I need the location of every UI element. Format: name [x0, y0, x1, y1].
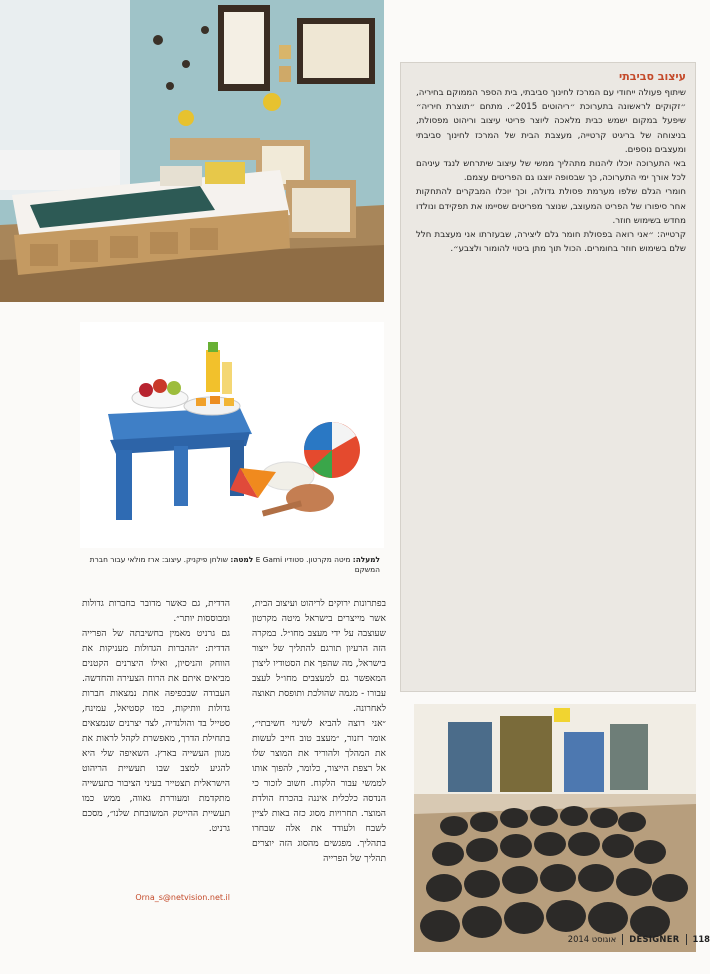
footer-divider: [686, 934, 687, 945]
photo-caption: [80, 555, 380, 575]
page-number: 118: [692, 934, 710, 944]
caption-label-top: למעלה:: [352, 555, 380, 564]
magazine-name: DESIGNER: [629, 934, 680, 944]
issue-date: אוגוסט 2014: [567, 934, 617, 944]
article-paragraph: גם גרניט מאמין בחשיבתה של הפרייה הדדית: ״ההברות הגדולות מעניקות את הווחק והניסיון, ואילו היצרנים הקטנים מביאים איתם את הרוח הצעירה והחדשה. העבודה שבכפיפה אחת נמצאות חברות גדולות וותיקות, כמו קסטיאל, עמינח, סטייל בד והולנדיה, לצד יצרנים שנמצאים בתחילת הדרך, מאפשרת לקהל לראות את מגוון העשייה בארץ. השאיפה שלי היא להגיע למצב שבו תעשיית הריהוט הישראלית תצטייר בעיני הציבור כתעשייה מתקדמת ומעוררת גאווה, ממש כמו תעשיית ההייטק המשובחת שלנו״, מסכם גרניט.: [82, 629, 230, 834]
sidebar-paragraph: חומרי הגלם שלפו מערמת פסולת גדולה, וכך יוכלו המבקרים להתחקות אחר סיפורו של הפריט המעוצב, שנוצר מפריטים שסיימו את תפקידם ונולדו מחדש בשימוש חוזר.: [416, 187, 686, 226]
sidebar-paragraph: שיתוף פעולה ייחודי עם המרכז לחינוך סביבתי, בית הספר הממוקם בחיריה, ״זקוקים לראשונה בתערוכת ״ריהוטים 2015״. מתחם ״תוצרת חיריה״ שיפעל במקום ישמש כבית מלאכה ליוצר פריטי עיצוב וריהוט מפסולת, בניצוחה של בריגיט קרטייה, מעצבת הבית של המרכז לחינוך סביבתי ומעצבים נוספים.: [416, 88, 687, 155]
article-paragraph: בפתרונות ירוקים לריהוט ועיצוב הבית, אשר מייצרים בישראל מיטה מקרטון שעוצבה על ידי מעצב מחו״ל. במקרה הזה הרעיון תורגם להתליך של ייצור בישראל, מה שהפך את הסטודיו ליצרן המאפשר גם למעצבים מחו״ל לעצב עבורו - מגמה שהולכת ותופסת תאוצה לאחרונה.: [252, 599, 386, 714]
caption-label-bottom: למטה:: [230, 555, 254, 564]
article-paragraph: הדדית, גם כאשר מדובר בחברות גדולות ומבוססות יותר״.: [82, 599, 230, 624]
sidebar-text: [416, 70, 686, 256]
picnic-table-photo: [80, 322, 384, 548]
bedroom-photo: [0, 0, 384, 302]
caption-text-bottom: שולחן פיקניק. עיצוב: ארז מולאי עבור חברת המשקם: [89, 555, 380, 574]
article-column-right: [252, 597, 386, 949]
sidebar-paragraph: באי התערוכה יוכלו ליהנות מתהליך ממשי של עיצוב שיתרחש לנגד עיניהם לכל אורך ימי התערוכה, כך שבסופה יוצגו גם הפריטים עצמם.: [416, 159, 686, 184]
cushion-seat-photo: [414, 704, 696, 952]
sidebar-title: עיצוב סביבתי: [619, 70, 686, 83]
article-column-left: [82, 597, 230, 897]
article-paragraph: ״אני רוצה להביא לשינוי חשיבתי״, אומר רזנור, ״מעצב טוב חייב לעשות את המהלך ולהוריד את המוצר שלו אל רצפת הייצור, כלומר, להפוך אותו לממשי עבור הלקוח. חשוב לזכור כי הנדסה כלכלית איננה בהכרח הולדת המוצר. תחרויות מסוג כזה באות לציין לשבח ולעודד את אלה שבחרו בתהליך. מפגשים מהסוג הזה יוצרים תהליך של הפרייה: [252, 719, 386, 864]
footer-divider: [622, 934, 623, 945]
page-footer: [520, 931, 710, 947]
author-email: Orna_s@netvision.net.il: [135, 893, 230, 902]
caption-text-top: מיטה מקרטון. סטודיו E Gami: [253, 555, 353, 564]
sidebar-paragraph: קרטייה: ״אני רואה בפסולת חומר גלם ליצירה, שבעזרתו אני מעצבת חלל שלם בשימוש חוזר בחומרים. הכול תוך מתן ביטוי להומור ולצבע״.: [416, 230, 686, 255]
